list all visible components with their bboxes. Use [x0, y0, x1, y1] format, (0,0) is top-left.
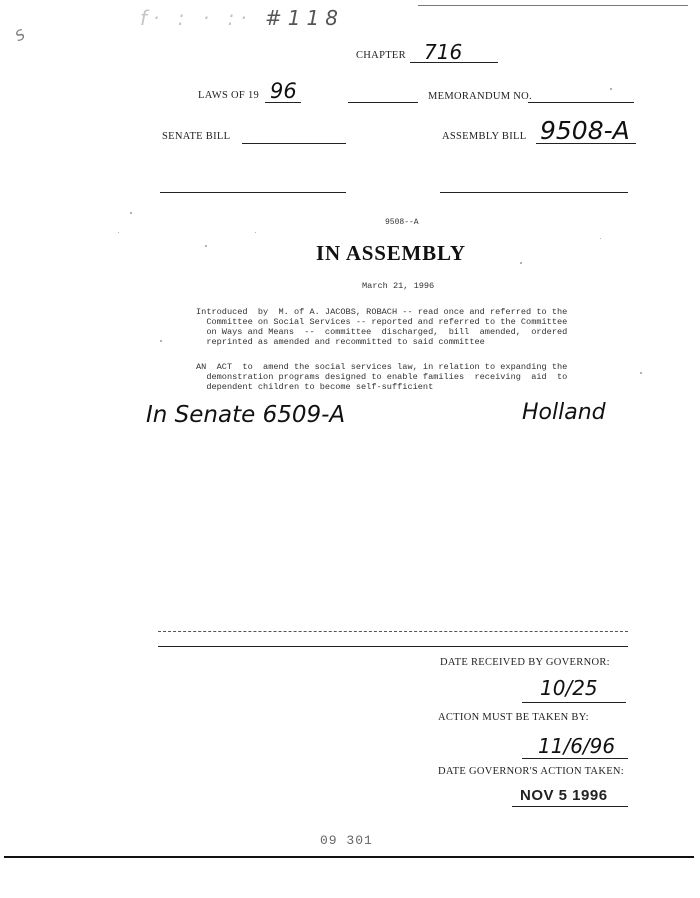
- bill-house-heading: IN ASSEMBLY: [316, 241, 466, 265]
- margin-scrawl-text: S: [13, 26, 28, 46]
- introduced-line: on Ways and Means -- committee discharged, bill amended, ordered: [196, 327, 568, 337]
- action-taken-underline: [512, 806, 628, 807]
- bottom-rule: [4, 856, 694, 858]
- action-by-underline: [522, 758, 628, 759]
- separator-rule-dashed: [158, 631, 628, 632]
- chapter-value: 716: [424, 40, 463, 64]
- memorandum-label: MEMORANDUM NO.: [428, 91, 532, 102]
- chapter-label: CHAPTER: [356, 50, 406, 61]
- sponsor-name: Holland: [522, 400, 606, 425]
- received-label: DATE RECEIVED BY GOVERNOR:: [440, 657, 610, 668]
- signature-line-right: [440, 192, 628, 193]
- action-taken-label: DATE GOVERNOR'S ACTION TAKEN:: [438, 766, 625, 777]
- introduced-line: Committee on Social Services -- reported and referred to the Committee: [196, 317, 568, 327]
- signature-line-left: [160, 192, 346, 193]
- memo-left-underline: [348, 102, 418, 103]
- margin-scrawl: [13, 27, 28, 45]
- act-line: demonstration programs designed to enable families receiving aid to: [196, 372, 568, 382]
- assembly-bill-value: 9508-A: [540, 116, 630, 145]
- action-by-value: 11/6/96: [538, 734, 616, 758]
- action-taken-stamp: NOV 5 1996: [520, 787, 608, 804]
- memorandum-underline: [528, 102, 634, 103]
- action-by-label: ACTION MUST BE TAKEN BY:: [438, 712, 589, 723]
- page-stamp: 09 301: [320, 833, 373, 848]
- introduced-line: reprinted as amended and recommitted to said committee: [196, 337, 485, 347]
- bill-number: 9508--A: [385, 218, 419, 227]
- act-line: AN ACT to amend the social services law, in relation to expanding the: [196, 362, 568, 372]
- received-underline: [522, 702, 626, 703]
- laws-value: 96: [270, 79, 297, 103]
- bill-date: March 21, 1996: [362, 281, 435, 291]
- separator-rule: [158, 646, 628, 647]
- top-right-rule: [418, 5, 688, 6]
- faded-strokes: f· : · :·: [140, 6, 253, 30]
- laws-label: LAWS OF 19: [198, 90, 260, 101]
- senate-note: In Senate 6509-A: [146, 402, 346, 428]
- received-value: 10/25: [540, 676, 598, 700]
- top-scrawl-number: #118: [265, 6, 344, 30]
- senate-bill-label: SENATE BILL: [162, 131, 231, 142]
- act-line: dependent children to become self-sufficient: [196, 382, 434, 392]
- assembly-bill-label: ASSEMBLY BILL: [442, 131, 527, 142]
- senate-bill-underline: [242, 143, 346, 144]
- faded-top-scrawl: [140, 6, 344, 30]
- introduced-line: Introduced by M. of A. JACOBS, ROBACH -- read once and referred to the: [196, 307, 568, 317]
